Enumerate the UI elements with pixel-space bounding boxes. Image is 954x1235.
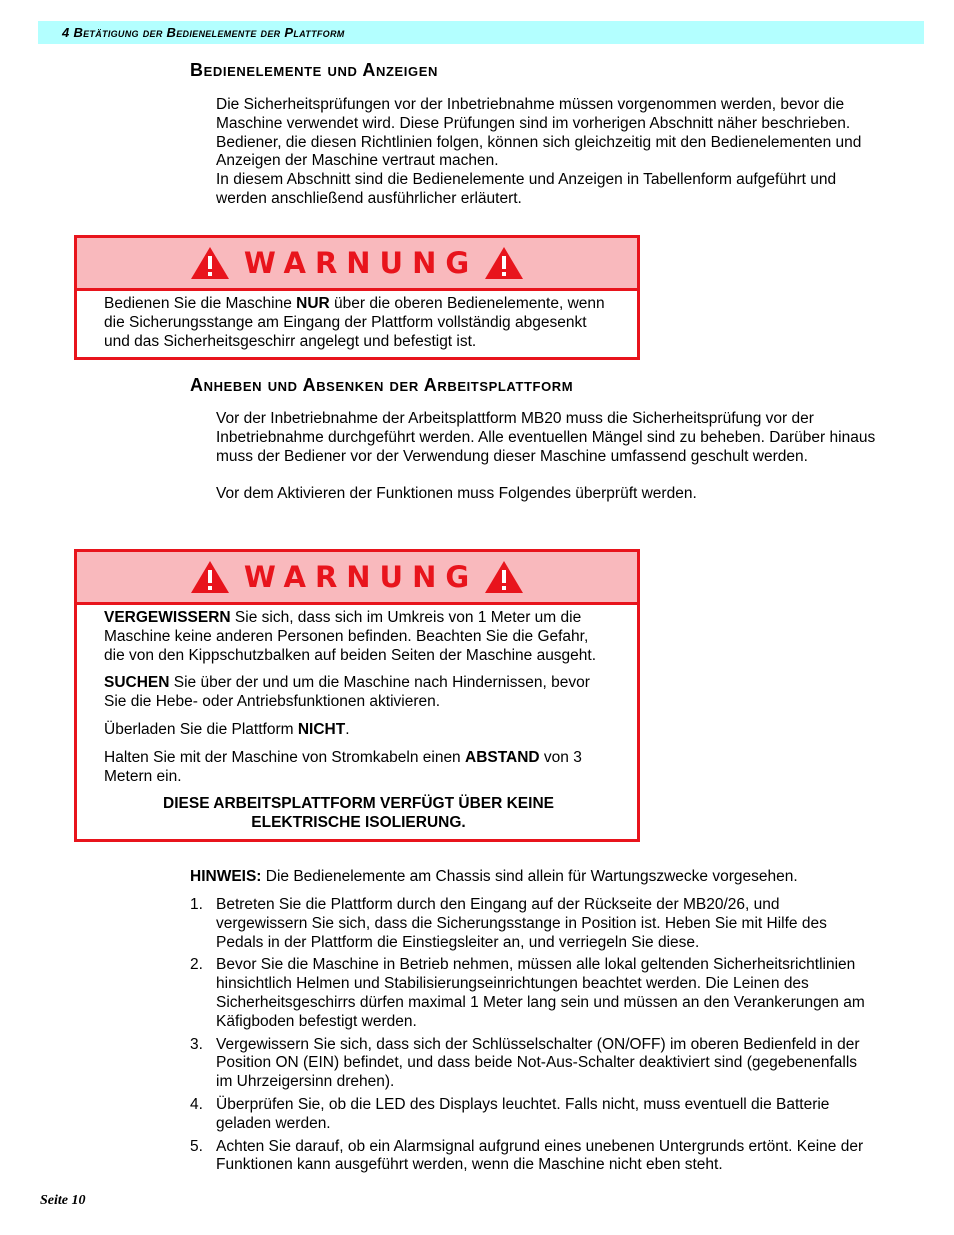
- steps-list: [190, 896, 870, 1179]
- warning-heading: WARNUNG: [243, 246, 479, 280]
- paragraph: In diesem Abschnitt sind die Bedienelemente und Anzeigen in Tabellenform aufgeführt und werden anschließend ausführlicher erläutert.: [216, 171, 837, 207]
- chapter-header-text: 4 Betätigung der Bedienelemente der Plattform: [62, 25, 345, 40]
- warning-triangle-icon: [484, 246, 524, 280]
- section-controls-body: [216, 96, 876, 209]
- note-label: HINWEIS:: [190, 868, 262, 885]
- warning-text: VERGEWISSERN Sie sich, dass sich im Umkreis von 1 Meter um die Maschine keine anderen Personen befinden. Beachten Sie die Gefahr, die von den Kippschutzbalken auf beiden Seiten der Maschine ausgeht.: [104, 609, 597, 664]
- warning-header: [77, 552, 637, 605]
- warning-text: Bedienen Sie die Maschine NUR über die oberen Bedienelemente, wenn die Sicherungsstange am Eingang der Plattform vollständig abgesenkt und das Sicherheitsgeschirr angelegt und befestigt ist.: [104, 295, 605, 350]
- warning-triangle-icon: [190, 560, 230, 594]
- section-title-lifting: Anheben und Absenken der Arbeitsplattform: [190, 375, 574, 395]
- warning-text: Halten Sie mit der Maschine von Stromkabeln einen ABSTAND von 3 Metern ein.: [104, 748, 582, 785]
- chapter-header-bar: [38, 21, 924, 44]
- warning-box: [74, 549, 640, 842]
- list-item: 5. Achten Sie darauf, ob ein Alarmsignal aufgrund eines unebenen Untergrunds ertönt. Keine der Funktionen kann ausgeführt werden, wenn die Maschine nicht eben steht.: [190, 1137, 864, 1174]
- list-item: 3. Vergewissern Sie sich, dass sich der Schlüsselschalter (ON/OFF) im oberen Bedienfeld in der Position ON (EIN) befindet, und dass beide Not-Aus-Schalter deaktiviert sind (gegebenenfalls im Uhrzeigersinn drehen).: [190, 1035, 860, 1091]
- list-item: 4. Überprüfen Sie, ob die LED des Displays leuchtet. Falls nicht, muss eventuell die Batterie geladen werden.: [190, 1095, 830, 1132]
- paragraph: Vor der Inbetriebnahme der Arbeitsplattform MB20 muss die Sicherheitsprüfung vor der Inbetriebnahme durchgeführt werden. Alle eventuellen Mängel sind zu beheben. Darüber hinaus muss der Bediener vor der Verwendung dieser Maschine umfassend geschult werden.: [216, 410, 876, 465]
- section-lifting-body: [216, 410, 876, 504]
- warning-triangle-icon: [190, 246, 230, 280]
- warning-heading: WARNUNG: [243, 560, 479, 594]
- warning-body: [77, 291, 637, 357]
- page-number: Seite 10: [40, 1193, 86, 1208]
- warning-text: SUCHEN Sie über der und um die Maschine nach Hindernissen, bevor Sie die Hebe- oder Antriebsfunktionen aktivieren.: [104, 674, 590, 711]
- paragraph: Die Sicherheitsprüfungen vor der Inbetriebnahme müssen vorgenommen werden, bevor die Maschine verwendet wird. Diese Prüfungen sind im vorherigen Abschnitt näher beschrieben. Bediener, die diesen Richtlinien folgen, können sich gleichzeitig mit den Bedienelementen und Anzeigen der Maschine vertraut machen.: [216, 96, 862, 170]
- warning-text: Überladen Sie die Plattform NICHT.: [104, 720, 350, 738]
- list-item: 1. Betreten Sie die Plattform durch den Eingang auf der Rückseite der MB20/26, und vergewissern Sie sich, dass die Sicherungsstange in Position ist. Heben Sie mit Hilfe des Pedals in der Plattform die Einstiegsleiter an, und verriegeln Sie diese.: [190, 896, 827, 951]
- warning-header: [77, 238, 637, 291]
- warning-triangle-icon: [484, 560, 524, 594]
- list-item: 2. Bevor Sie die Maschine in Betrieb nehmen, müssen alle lokal geltenden Sicherheitsrichtlinien hinsichtlich Helmen und Stabilisierungseinrichtungen beachtet werden. Die Leinen des Sicherheitsgeschirrs dürfen maximal 1 Meter lang sein und müssen an den Verankerungen am Käfigboden befestigt werden.: [190, 956, 865, 1030]
- isolation-notice: DIESE ARBEITSPLATTFORM VERFÜGT ÜBER KEINE ELEKTRISCHE ISOLIERUNG.: [163, 795, 554, 832]
- note: [190, 868, 890, 887]
- paragraph: Vor dem Aktivieren der Funktionen muss Folgendes überprüft werden.: [216, 485, 697, 503]
- section-title-controls: Bedienelemente und Anzeigen: [190, 60, 438, 80]
- warning-box: [74, 235, 640, 360]
- note-text: Die Bedienelemente am Chassis sind allein für Wartungszwecke vorgesehen.: [261, 868, 798, 885]
- warning-body: [77, 605, 637, 839]
